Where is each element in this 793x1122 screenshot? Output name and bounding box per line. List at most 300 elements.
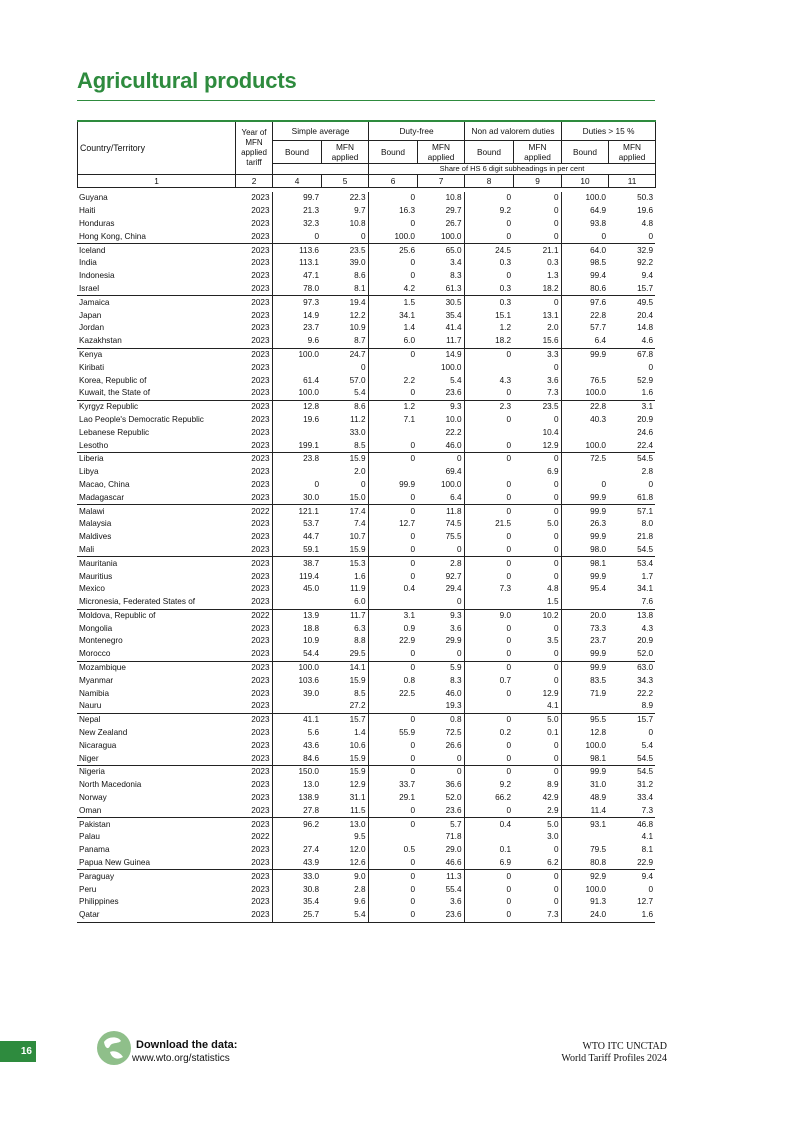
value-cell: 9.7 [354,206,366,216]
value-cell: 4.8 [641,218,653,228]
value-cell: 11.3 [446,871,462,881]
value-cell: 100.0 [441,362,462,372]
value-cell: 22.8 [561,400,608,413]
country-cell: Malawi [79,506,105,516]
value-cell: 19.4 [349,297,366,307]
value-cell [464,361,513,374]
value-cell: 0 [553,454,559,464]
value-cell: 0 [464,230,513,243]
value-cell: 14.9 [445,349,462,359]
value-cell: 45.0 [272,583,321,596]
value-cell: 67.8 [637,349,653,359]
table-row [77,700,655,713]
value-cell: 0 [368,752,417,765]
value-cell: 2023 [251,349,270,359]
table-row [77,883,655,896]
value-cell: 73.3 [561,622,608,635]
value-cell: 57.0 [349,375,366,385]
value-cell: 100.0 [272,661,321,674]
value-cell: 0 [464,387,513,400]
download-label: Download the data: [136,1039,238,1051]
value-cell: 0 [368,557,417,570]
page-number: 16 [0,1041,36,1062]
value-cell [272,361,321,374]
country-cell: Morocco [77,648,235,661]
value-cell: 54.4 [272,648,321,661]
value-cell: 8.1 [641,845,653,855]
value-cell: 99.9 [561,570,608,583]
table-row [77,244,655,257]
value-cell: 84.6 [272,752,321,765]
value-cell: 10.9 [349,323,366,333]
table-row [77,583,655,596]
value-cell: 2023 [251,271,270,281]
value-cell: 66.2 [464,792,513,805]
value-cell: 20.9 [637,636,653,646]
value-cell: 0 [368,348,417,361]
value-cell: 15.6 [513,335,561,348]
value-cell: 99.9 [561,348,608,361]
value-cell: 97.3 [272,296,321,309]
value-cell: 0 [464,661,513,674]
country-cell: Jamaica [79,297,110,307]
value-cell: 15.3 [349,558,366,568]
table-row [77,479,655,492]
value-cell: 10.8 [349,218,366,228]
value-cell: 35.4 [272,896,321,909]
value-cell: 0 [553,675,559,685]
value-cell [272,831,321,844]
header-mfn-applied: MFN applied [514,140,562,163]
value-cell: 31.1 [349,793,366,803]
value-cell: 6.0 [321,596,368,609]
table-row [77,570,655,583]
table-row [77,466,655,479]
value-cell [368,700,417,713]
value-cell: 15.7 [637,715,653,725]
value-cell: 199.1 [272,439,321,452]
value-cell: 1.5 [368,296,417,309]
value-cell: 4.1 [513,700,561,713]
value-cell: 1.5 [513,596,561,609]
value-cell: 26.3 [561,518,608,531]
value-cell: 0 [464,896,513,909]
value-cell: 0 [321,230,368,243]
value-cell: 99.9 [561,766,608,779]
value-cell: 4.3 [641,623,653,633]
value-cell: 31.0 [561,779,608,792]
value-cell: 23.6 [417,804,464,817]
value-cell: 9.3 [450,402,462,412]
value-cell: 5.6 [272,727,321,740]
value-cell: 10.9 [272,635,321,648]
country-cell: North Macedonia [79,780,142,790]
value-cell: 22.8 [561,309,608,322]
value-cell: 11.9 [350,584,366,594]
table-row [77,792,655,805]
value-cell: 8.3 [450,271,462,281]
value-cell: 24.0 [561,909,608,922]
value-cell: 59.1 [272,544,321,557]
value-cell: 8.8 [354,636,366,646]
value-cell: 21.8 [637,532,653,542]
value-cell: 0.1 [547,728,559,738]
value-cell: 2023 [235,700,272,713]
table-row [77,818,655,831]
value-cell: 2023 [251,728,270,738]
table-row [77,896,655,909]
country-cell: Jordan [79,323,105,333]
value-cell: 0 [368,857,417,870]
value-cell: 0 [464,544,513,557]
value-cell: 0 [368,883,417,896]
table-row [77,609,655,622]
country-cell: Libya [79,467,99,477]
country-cell: Lao People's Democratic Republic [79,414,204,424]
value-cell: 33.0 [349,427,366,437]
country-cell: Kazakhstan [77,335,235,348]
value-cell: 0 [368,570,417,583]
table-row [77,374,655,387]
value-cell: 12.6 [321,857,368,870]
value-cell: 27.8 [272,804,321,817]
value-cell [561,466,608,479]
value-cell: 0 [464,804,513,817]
value-cell: 5.0 [547,715,559,725]
value-cell: 7.3 [464,583,513,596]
country-cell: Namibia [79,688,110,698]
table-row [77,505,655,518]
value-cell: 7.3 [608,804,655,817]
country-cell: Myanmar [79,675,114,685]
table-row [77,635,655,648]
value-cell [368,596,417,609]
country-cell: Mozambique [79,663,126,673]
value-cell [272,426,321,439]
value-cell: 9.4 [641,271,653,281]
value-cell: 0.3 [547,258,559,268]
table-row [77,622,655,635]
value-cell: 9.4 [641,871,653,881]
value-cell: 1.6 [608,387,655,400]
value-cell: 2023 [235,596,272,609]
value-cell: 23.5 [542,402,559,412]
value-cell: 5.7 [450,819,462,829]
value-cell: 5.4 [321,387,368,400]
value-cell: 61.3 [417,283,464,296]
value-cell: 11.5 [321,804,368,817]
header-bound: Bound [562,140,609,163]
table-row [77,230,655,243]
value-cell: 42.9 [542,793,559,803]
value-cell: 0 [513,544,561,557]
value-cell: 0 [513,491,561,504]
header-bound: Bound [273,140,322,163]
value-cell: 46.8 [637,819,653,829]
header-bound: Bound [369,140,418,163]
country-cell: Qatar [77,909,235,922]
value-cell: 0 [368,739,417,752]
value-cell: 74.5 [445,519,462,529]
value-cell: 4.1 [641,832,653,842]
value-cell: 3.1 [368,609,417,622]
value-cell: 2023 [251,636,270,646]
value-cell: 0 [417,596,464,609]
table-row [77,283,655,296]
value-cell: 19.6 [272,414,321,427]
value-cell: 100.0 [417,230,464,243]
value-cell: 0.4 [464,818,513,831]
value-cell: 12.7 [637,897,653,907]
value-cell: 2023 [251,897,270,907]
value-cell: 71.8 [445,832,462,842]
value-cell: 52.0 [445,793,462,803]
value-cell: 0 [553,506,559,516]
country-cell: Kyrgyz Republic [79,402,139,412]
value-cell: 2023 [251,245,270,255]
table-row [77,322,655,335]
value-cell: 24.6 [637,427,653,437]
value-cell: 2.0 [547,323,559,333]
value-cell: 2023 [251,623,270,633]
value-cell: 0 [464,635,513,648]
value-cell: 113.6 [272,244,321,257]
value-cell: 99.4 [561,270,608,283]
value-cell: 0 [464,883,513,896]
value-cell: 3.5 [547,636,559,646]
value-cell: 19.3 [417,700,464,713]
value-cell: 41.1 [272,713,321,726]
value-cell: 39.0 [349,258,366,268]
value-cell: 2023 [251,454,270,464]
value-cell: 4.3 [464,374,513,387]
value-cell: 0.3 [464,257,513,270]
value-cell: 2023 [251,479,270,489]
value-cell: 15.9 [321,544,368,557]
value-cell: 7.1 [368,414,417,427]
value-cell: 11.7 [417,335,464,348]
country-cell: Maldives [79,532,112,542]
value-cell: 17.4 [349,506,366,516]
value-cell: 0 [464,713,513,726]
value-cell: 2023 [251,323,270,333]
value-cell: 26.7 [445,218,462,228]
value-cell: 1.2 [368,400,417,413]
value-cell: 32.3 [272,218,321,231]
value-cell: 33.7 [368,779,417,792]
value-cell: 2023 [251,206,270,216]
value-cell: 12.0 [349,845,366,855]
value-cell: 0.7 [464,674,513,687]
value-cell: 2023 [235,439,272,452]
value-cell: 12.8 [272,400,321,413]
value-cell: 100.0 [561,883,608,896]
table-row [77,844,655,857]
value-cell: 2023 [251,414,270,424]
value-cell: 47.1 [272,270,321,283]
value-cell: 23.6 [417,909,464,922]
download-globe-icon [96,1030,132,1066]
header-share-note: Share of HS 6 digit subheadings in per cent [369,163,656,174]
table-row [77,531,655,544]
value-cell: 5.4 [321,909,368,922]
value-cell: 0 [553,663,559,673]
value-cell [464,426,513,439]
value-cell: 103.6 [272,674,321,687]
value-cell: 23.6 [417,387,464,400]
value-cell: 75.5 [445,532,462,542]
table-row [77,870,655,883]
country-cell: Japan [79,310,102,320]
value-cell: 91.3 [561,896,608,909]
value-cell: 100.0 [561,739,608,752]
country-cell: Malaysia [79,519,112,529]
value-cell: 21.5 [464,518,513,531]
value-cell: 2023 [251,519,270,529]
value-cell: 46.6 [417,857,464,870]
value-cell: 53.4 [637,558,653,568]
value-cell: 13.1 [542,310,559,320]
value-cell: 2.8 [354,884,366,894]
country-cell: Peru [79,884,97,894]
value-cell: 8.6 [354,271,366,281]
value-cell: 23.8 [272,452,321,465]
value-cell: 5.4 [641,740,653,750]
country-cell: Korea, Republic of [79,375,147,385]
value-cell: 10.2 [542,610,559,620]
value-cell: 2023 [251,780,270,790]
value-cell: 2023 [251,884,270,894]
value-cell: 27.4 [272,844,321,857]
value-cell: 0 [553,884,559,894]
value-cell: 9.2 [464,779,513,792]
value-cell: 1.4 [354,728,366,738]
download-link[interactable]: www.wto.org/statistics [132,1053,230,1064]
value-cell: 93.8 [561,218,608,231]
country-cell: Lesotho [77,439,235,452]
table-row [77,426,655,439]
table-row [77,414,655,427]
value-cell: 3.0 [547,832,559,842]
col-number: 8 [465,174,514,187]
country-cell: Philippines [79,897,119,907]
col-number: 10 [562,174,609,187]
country-cell: Kenya [79,349,103,359]
value-cell: 0 [464,348,513,361]
value-cell: 64.9 [561,205,608,218]
value-cell: 100.0 [272,348,321,361]
value-cell: 4.2 [368,283,417,296]
value-cell: 2.8 [450,558,462,568]
value-cell: 0 [464,491,513,504]
value-cell: 12.9 [542,688,559,698]
value-cell: 0 [368,218,417,231]
value-cell: 0 [368,387,417,400]
value-cell: 0 [464,766,513,779]
value-cell: 35.4 [445,310,462,320]
table-row [77,857,655,870]
value-cell: 3.6 [547,375,559,385]
value-cell [368,466,417,479]
value-cell: 2023 [251,427,270,437]
header-bound: Bound [465,140,514,163]
value-cell: 49.5 [637,297,653,307]
value-cell: 6.4 [417,491,464,504]
table-row [77,766,655,779]
value-cell: 55.9 [368,727,417,740]
value-cell: 23.7 [561,635,608,648]
value-cell: 0 [464,739,513,752]
value-cell: 8.1 [321,283,368,296]
value-cell: 54.5 [637,767,653,777]
value-cell: 2023 [251,767,270,777]
country-cell: Mauritius [79,571,113,581]
value-cell: 0 [513,230,561,243]
value-cell: 0 [608,230,655,243]
value-cell: 9.5 [354,832,366,842]
country-cell: Papua New Guinea [77,857,235,870]
value-cell: 0 [368,531,417,544]
value-cell: 30.0 [272,491,321,504]
value-cell: 121.1 [272,505,321,518]
country-cell: Macao, China [79,479,130,489]
value-cell: 0 [553,897,559,907]
country-cell: Guyana [79,193,108,203]
value-cell: 0.9 [368,622,417,635]
value-cell: 8.7 [321,335,368,348]
value-cell: 12.7 [368,518,417,531]
value-cell: 0 [553,571,559,581]
value-cell: 36.6 [445,780,462,790]
value-cell: 0 [368,257,417,270]
value-cell: 2023 [251,467,270,477]
country-cell: Lebanese Republic [79,427,150,437]
value-cell: 0 [553,193,559,203]
country-cell: Moldova, Republic of [79,610,156,620]
value-cell: 7.3 [513,909,561,922]
value-cell: 6.4 [561,335,608,348]
country-cell: Hong Kong, China [77,230,235,243]
value-cell: 8.9 [608,700,655,713]
value-cell: 2023 [251,715,270,725]
value-cell: 23.7 [272,322,321,335]
value-cell: 2022 [251,610,270,620]
value-cell: 6.3 [354,623,366,633]
value-cell [464,700,513,713]
value-cell: 2023 [251,558,270,568]
table-row [77,727,655,740]
value-cell: 2023 [251,362,270,372]
value-cell: 2023 [235,648,272,661]
value-cell: 72.5 [561,452,608,465]
country-cell: New Zealand [79,728,128,738]
value-cell: 0 [553,206,559,216]
value-cell: 100.0 [561,387,608,400]
value-cell: 0 [417,752,464,765]
value-cell: 2023 [251,740,270,750]
value-cell: 0.8 [450,715,462,725]
value-cell: 3.6 [450,897,462,907]
value-cell: 71.9 [561,687,608,700]
table-row [77,452,655,465]
value-cell: 0 [464,218,513,231]
value-cell: 138.9 [272,792,321,805]
value-cell: 0 [513,752,561,765]
value-cell: 0.2 [464,727,513,740]
value-cell: 25.6 [368,244,417,257]
value-cell: 0 [368,766,417,779]
header-duties-over-15: Duties > 15 % [562,121,656,140]
